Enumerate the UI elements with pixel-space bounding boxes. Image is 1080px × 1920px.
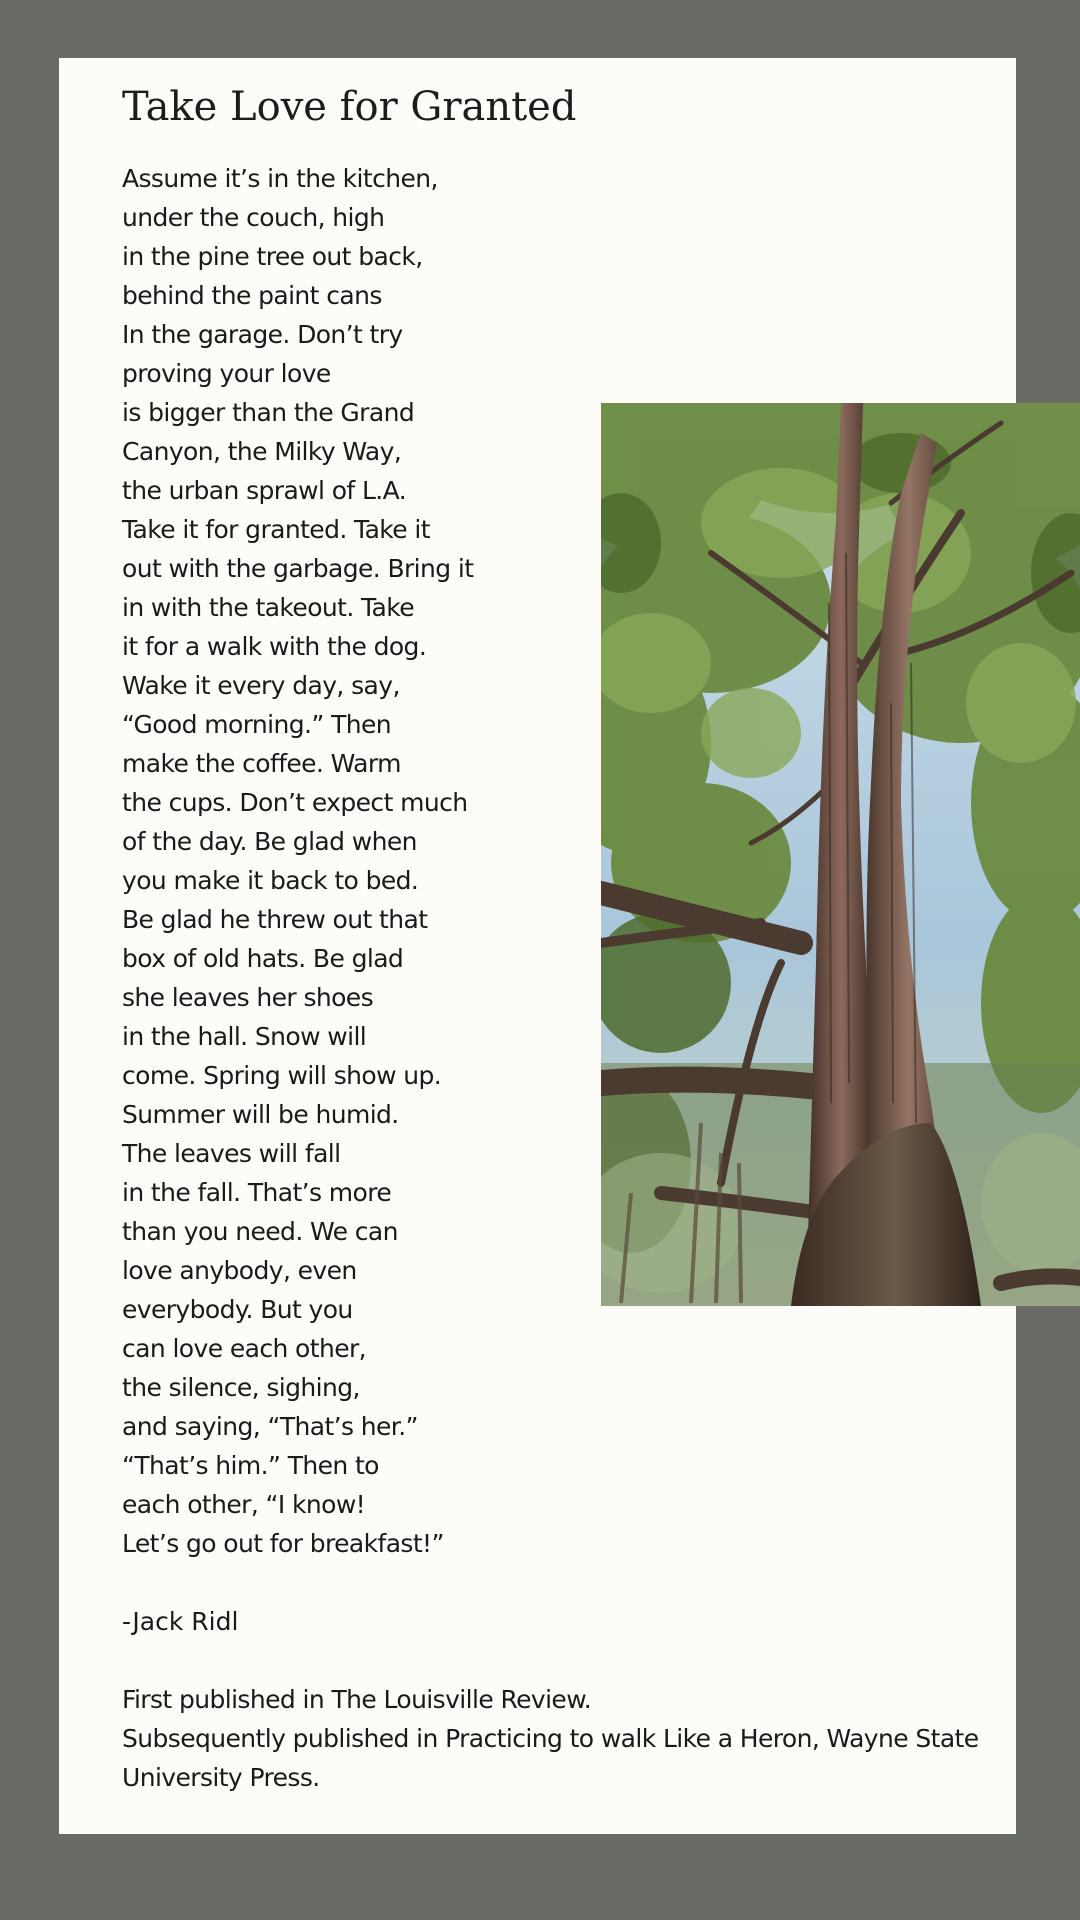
poem-line: In the garage. Don’t try bbox=[122, 320, 403, 349]
poem-line: of the day. Be glad when bbox=[122, 827, 417, 856]
poem-line: come. Spring will show up. bbox=[122, 1061, 442, 1090]
poem-line: under the couch, high bbox=[122, 203, 385, 232]
poem-line: Take it for granted. Take it bbox=[122, 515, 430, 544]
poem-line: is bigger than the Grand bbox=[122, 398, 415, 427]
poem-line: proving your love bbox=[122, 359, 331, 388]
poem-line: the urban sprawl of L.A. bbox=[122, 476, 407, 505]
poem-line: Be glad he threw out that bbox=[122, 905, 428, 934]
poem-line: and saying, “That’s her.” bbox=[122, 1412, 418, 1441]
poem-line: in the hall. Snow will bbox=[122, 1022, 367, 1051]
poem-line: Wake it every day, say, bbox=[122, 671, 400, 700]
poem-line: can love each other, bbox=[122, 1334, 367, 1363]
poem-line: behind the paint cans bbox=[122, 281, 382, 310]
publication-credits bbox=[122, 1680, 1002, 1797]
poem-line: “That’s him.” Then to bbox=[122, 1451, 379, 1480]
credit-line: University Press. bbox=[122, 1763, 320, 1792]
poem-line: The leaves will fall bbox=[122, 1139, 341, 1168]
poem-line: the cups. Don’t expect much bbox=[122, 788, 468, 817]
poem-line: love anybody, even bbox=[122, 1256, 357, 1285]
poem-line: Summer will be humid. bbox=[122, 1100, 399, 1129]
poem-line: each other, “I know! bbox=[122, 1490, 366, 1519]
credit-line: Subsequently published in Practicing to walk Like a Heron, Wayne State bbox=[122, 1724, 979, 1753]
poem-line: the silence, sighing, bbox=[122, 1373, 360, 1402]
poem-line: everybody. But you bbox=[122, 1295, 353, 1324]
poem-line: box of old hats. Be glad bbox=[122, 944, 404, 973]
poem-line: in the fall. That’s more bbox=[122, 1178, 392, 1207]
poem-author: -Jack Ridl bbox=[122, 1607, 239, 1636]
poem-line: “Good morning.” Then bbox=[122, 710, 392, 739]
tree-photo bbox=[601, 403, 1080, 1306]
poem-line: in with the takeout. Take bbox=[122, 593, 415, 622]
poem-line: than you need. We can bbox=[122, 1217, 398, 1246]
poem-line: it for a walk with the dog. bbox=[122, 632, 427, 661]
poem-line: Canyon, the Milky Way, bbox=[122, 437, 402, 466]
poem-title: Take Love for Granted bbox=[122, 84, 577, 130]
poem-line: Let’s go out for breakfast!” bbox=[122, 1529, 444, 1558]
poem-body bbox=[122, 159, 473, 1563]
poem-line: Assume it’s in the kitchen, bbox=[122, 164, 438, 193]
poem-line: make the coffee. Warm bbox=[122, 749, 401, 778]
poem-line: in the pine tree out back, bbox=[122, 242, 423, 271]
poem-line: she leaves her shoes bbox=[122, 983, 374, 1012]
poem-line: you make it back to bed. bbox=[122, 866, 419, 895]
poem-line: out with the garbage. Bring it bbox=[122, 554, 474, 583]
credit-line: First published in The Louisville Review. bbox=[122, 1685, 592, 1714]
